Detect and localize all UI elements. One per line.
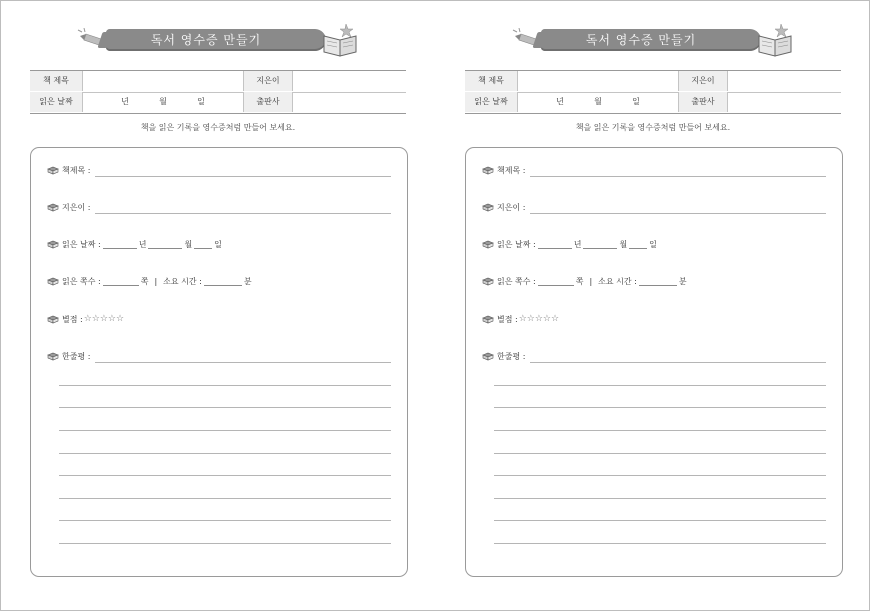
book-bullet-icon (482, 315, 494, 324)
title-field[interactable] (83, 71, 244, 91)
receipt-date-row (47, 237, 222, 251)
instruction-text: 책을 읽은 기록을 영수증처럼 만들어 보세요. (140, 123, 296, 132)
page-title: 독서 영수증 만들기 (150, 33, 262, 47)
receipt-year-unit: 년 (573, 239, 582, 249)
publisher-field[interactable] (728, 92, 841, 112)
receipt-rating-row (482, 312, 559, 326)
receipt-author-line[interactable] (95, 213, 391, 214)
receipt-month-unit: 월 (619, 239, 628, 249)
receipt-card (465, 147, 843, 577)
publisher-label: 출판사 (244, 92, 293, 112)
review-line[interactable] (494, 430, 826, 431)
time-unit: 분 (243, 276, 252, 286)
book-bullet-icon (482, 240, 494, 249)
receipt-month-unit: 월 (184, 239, 193, 249)
separator: | (154, 276, 158, 286)
day-blank[interactable] (194, 239, 212, 249)
receipt-rating-label: 별점 : (62, 314, 83, 324)
book-bullet-icon (47, 352, 59, 361)
book-bullet-icon (482, 203, 494, 212)
receipt-pages-label: 읽은 쪽수 : (497, 276, 536, 286)
receipt-title-label: 책제목 : (497, 165, 526, 175)
book-bullet-icon (47, 203, 59, 212)
book-bullet-icon (47, 277, 59, 286)
info-row-title (30, 71, 406, 93)
receipt-day-unit: 일 (214, 239, 222, 249)
receipt-rating-label: 별점 : (497, 314, 518, 324)
page-title: 독서 영수증 만들기 (585, 33, 697, 47)
receipt-author-line[interactable] (530, 213, 826, 214)
rating-stars[interactable]: ☆☆☆☆☆ (83, 314, 125, 324)
receipt-title-row (47, 163, 90, 177)
receipt-author-label: 지은이 : (62, 202, 91, 212)
book-bullet-icon (47, 315, 59, 324)
receipt-pages-row (47, 274, 252, 288)
pages-blank[interactable] (538, 276, 574, 286)
review-line[interactable] (59, 475, 391, 476)
publisher-label: 출판사 (679, 92, 728, 112)
author-field[interactable] (728, 71, 841, 91)
receipt-review-row (482, 349, 525, 363)
review-line[interactable] (59, 430, 391, 431)
book-info-table (465, 70, 841, 114)
receipt-author-row (482, 200, 525, 214)
pages-unit: 쪽 (140, 276, 149, 286)
review-line[interactable] (494, 520, 826, 521)
year-unit: 년 (556, 97, 564, 106)
day-unit: 일 (632, 97, 640, 106)
open-book-icon (320, 22, 360, 58)
review-line[interactable] (59, 498, 391, 499)
title-label: 책 제목 (30, 71, 83, 91)
year-blank[interactable] (538, 239, 572, 249)
receipt-time-label: 소요 시간 : (598, 276, 637, 286)
receipt-date-label: 읽은 날짜 : (497, 239, 536, 249)
receipt-year-unit: 년 (138, 239, 147, 249)
receipt-title-label: 책제목 : (62, 165, 91, 175)
publisher-field[interactable] (293, 92, 406, 112)
receipt-time-label: 소요 시간 : (163, 276, 202, 286)
review-line[interactable] (494, 407, 826, 408)
day-blank[interactable] (629, 239, 647, 249)
month-blank[interactable] (583, 239, 617, 249)
month-unit: 월 (159, 97, 167, 106)
receipt-pages-row (482, 274, 687, 288)
review-line[interactable] (59, 407, 391, 408)
receipt-author-label: 지은이 : (497, 202, 526, 212)
review-line[interactable] (59, 543, 391, 544)
book-bullet-icon (482, 166, 494, 175)
book-bullet-icon (47, 240, 59, 249)
book-bullet-icon (482, 352, 494, 361)
time-blank[interactable] (639, 276, 677, 286)
receipt-date-label: 읽은 날짜 : (62, 239, 101, 249)
info-row-date (465, 92, 841, 113)
review-line[interactable] (494, 453, 826, 454)
review-line[interactable] (59, 520, 391, 521)
receipt-day-unit: 일 (649, 239, 657, 249)
receipt-rating-row (47, 312, 124, 326)
author-field[interactable] (293, 71, 406, 91)
title-banner (70, 24, 370, 60)
receipt-review-label: 한줄평 : (497, 351, 526, 361)
author-label: 지은이 (244, 71, 293, 91)
date-label: 읽은 날짜 (30, 92, 83, 112)
book-bullet-icon (47, 166, 59, 175)
date-label: 읽은 날짜 (465, 92, 518, 112)
receipt-review-label: 한줄평 : (62, 351, 91, 361)
receipt-date-row (482, 237, 657, 251)
receipt-title-line[interactable] (530, 176, 826, 177)
info-row-date (30, 92, 406, 113)
instruction-text: 책을 읽은 기록을 영수증처럼 만들어 보세요. (575, 123, 731, 132)
open-book-icon (755, 22, 795, 58)
receipt-author-row (47, 200, 90, 214)
info-row-title (465, 71, 841, 93)
review-line[interactable] (494, 498, 826, 499)
pages-unit: 쪽 (575, 276, 584, 286)
review-line[interactable] (530, 362, 826, 363)
time-unit: 분 (678, 276, 687, 286)
title-field[interactable] (518, 71, 679, 91)
worksheet-right (435, 0, 870, 611)
date-field[interactable] (83, 92, 244, 112)
title-label: 책 제목 (465, 71, 518, 91)
month-unit: 월 (594, 97, 602, 106)
pages-blank[interactable] (103, 276, 139, 286)
receipt-title-line[interactable] (95, 176, 391, 177)
title-banner (505, 24, 805, 60)
book-info-table (30, 70, 406, 114)
book-bullet-icon (482, 277, 494, 286)
separator: | (589, 276, 593, 286)
time-blank[interactable] (204, 276, 242, 286)
review-line[interactable] (494, 385, 826, 386)
rating-stars[interactable]: ☆☆☆☆☆ (518, 314, 560, 324)
receipt-pages-label: 읽은 쪽수 : (62, 276, 101, 286)
review-line[interactable] (494, 543, 826, 544)
author-label: 지은이 (679, 71, 728, 91)
review-line[interactable] (59, 453, 391, 454)
year-blank[interactable] (103, 239, 137, 249)
year-unit: 년 (121, 97, 129, 106)
date-field[interactable] (518, 92, 679, 112)
day-unit: 일 (197, 97, 205, 106)
receipt-title-row (482, 163, 525, 177)
review-line[interactable] (59, 385, 391, 386)
receipt-card (30, 147, 408, 577)
review-line[interactable] (95, 362, 391, 363)
month-blank[interactable] (148, 239, 182, 249)
receipt-review-row (47, 349, 90, 363)
review-line[interactable] (494, 475, 826, 476)
